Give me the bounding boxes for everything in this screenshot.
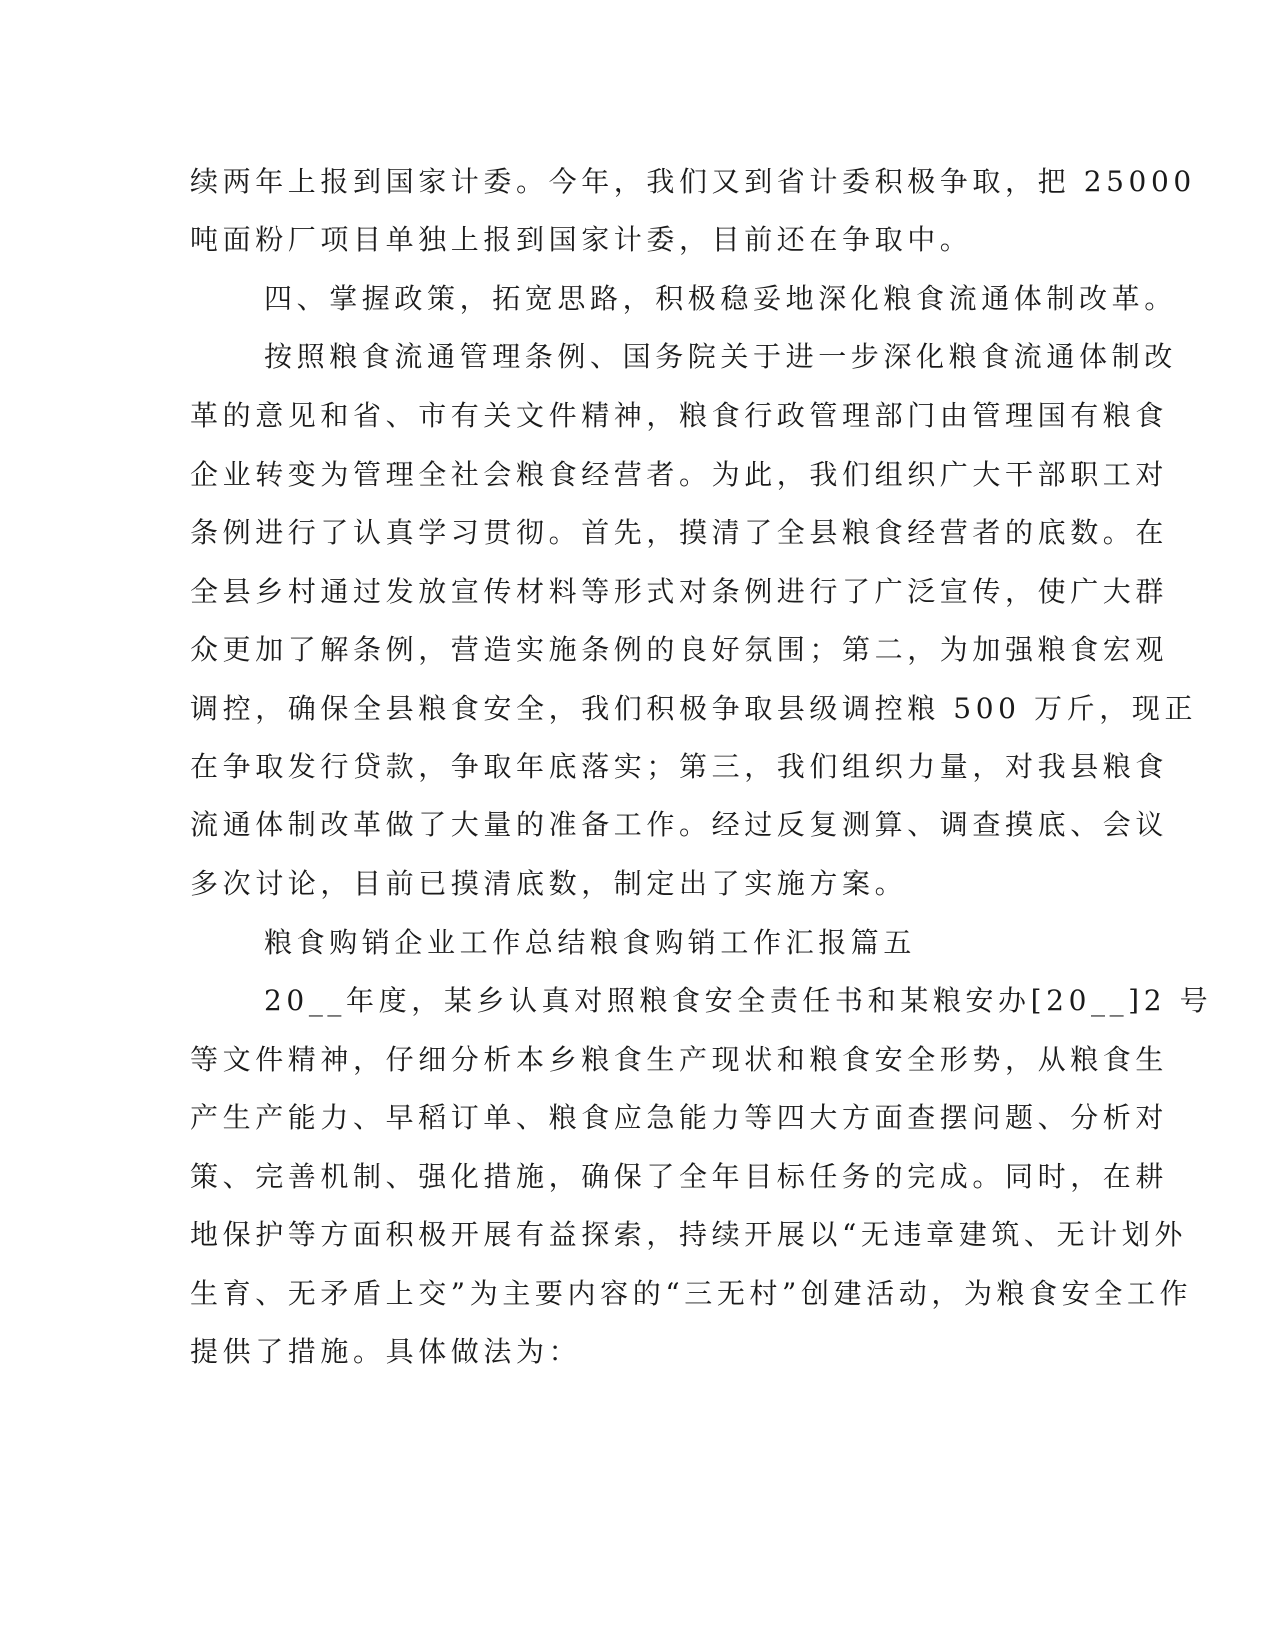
text-line: 在争取发行贷款，争取年底落实；第三，我们组织力量，对我县粮食 bbox=[190, 750, 1169, 783]
text-line: 吨面粉厂项目单独上报到国家计委，目前还在争取中。 bbox=[190, 223, 973, 256]
text-line: 流通体制改革做了大量的准备工作。经过反复测算、调查摸底、会议 bbox=[190, 808, 1169, 841]
text-line: 众更加了解条例，营造实施条例的良好氛围；第二，为加强粮食宏观 bbox=[190, 633, 1169, 666]
text-line: 产生产能力、早稻订单、粮食应急能力等四大方面查摆问题、分析对 bbox=[190, 1101, 1169, 1134]
text-line: 按照粮食流通管理条例、国务院关于进一步深化粮食流通体制改 bbox=[264, 340, 1177, 373]
text-line: 等文件精神，仔细分析本乡粮食生产现状和粮食安全形势，从粮食生 bbox=[190, 1043, 1169, 1076]
text-line: 企业转变为管理全社会粮食经营者。为此，我们组织广大干部职工对 bbox=[190, 458, 1169, 491]
text-line: 20__年度，某乡认真对照粮食安全责任书和某粮安办[20__]2 号 bbox=[264, 984, 1213, 1017]
text-line: 调控，确保全县粮食安全，我们积极争取县级调控粮 500 万斤，现正 bbox=[190, 692, 1198, 725]
text-line: 生育、无矛盾上交”为主要内容的“三无村”创建活动，为粮食安全工作 bbox=[190, 1277, 1193, 1310]
text-line: 多次讨论，目前已摸清底数，制定出了实施方案。 bbox=[190, 867, 908, 900]
section-heading: 四、掌握政策，拓宽思路，积极稳妥地深化粮食流通体制改革。 bbox=[264, 282, 1177, 315]
text-line: 提供了措施。具体做法为： bbox=[190, 1335, 582, 1368]
text-line: 条例进行了认真学习贯彻。首先，摸清了全县粮食经营者的底数。在 bbox=[190, 516, 1169, 549]
text-line: 策、完善机制、强化措施，确保了全年目标任务的完成。同时，在耕 bbox=[190, 1160, 1169, 1193]
text-line: 革的意见和省、市有关文件精神，粮食行政管理部门由管理国有粮食 bbox=[190, 399, 1169, 432]
section-heading: 粮食购销企业工作总结粮食购销工作汇报篇五 bbox=[264, 926, 917, 959]
text-line: 续两年上报到国家计委。今年，我们又到省计委积极争取，把 25000 bbox=[190, 165, 1196, 198]
text-line: 全县乡村通过发放宣传材料等形式对条例进行了广泛宣传，使广大群 bbox=[190, 575, 1169, 608]
text-line: 地保护等方面积极开展有益探索，持续开展以“无违章建筑、无计划外 bbox=[190, 1218, 1187, 1251]
